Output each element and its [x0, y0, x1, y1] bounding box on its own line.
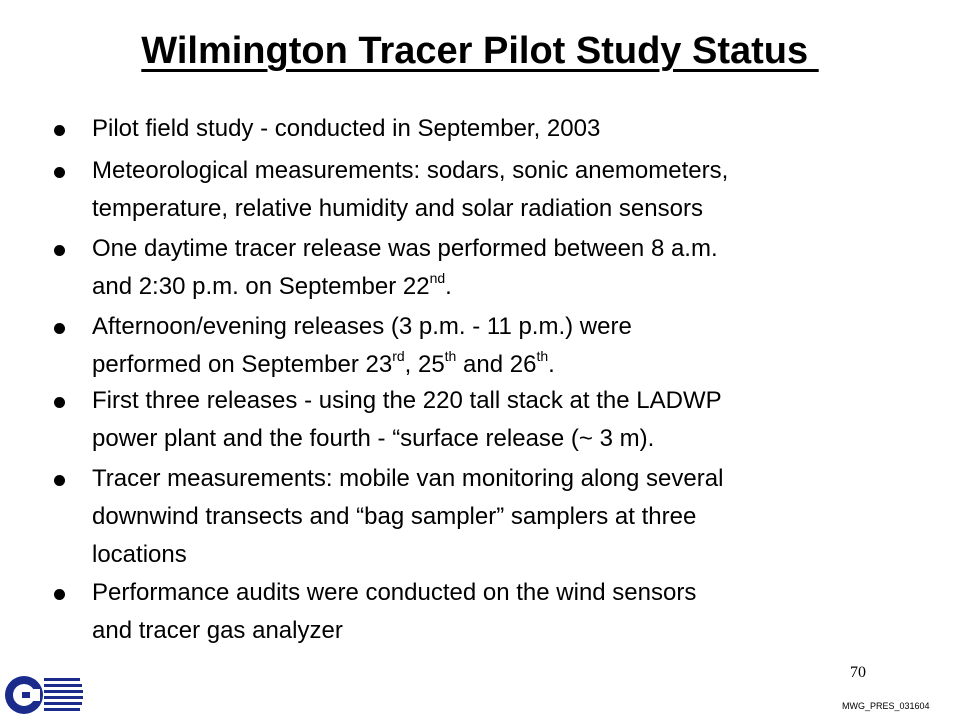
text-span: and 26 [456, 351, 537, 378]
bullet-icon [54, 475, 65, 486]
bullet-line: locations [92, 541, 187, 568]
bullet-line: temperature, relative humidity and solar radiation sensors [92, 195, 703, 222]
superscript: nd [429, 270, 446, 286]
bullet-line: Afternoon/evening releases (3 p.m. - 11 p.m.) were [92, 313, 632, 340]
bullet-icon [54, 589, 65, 600]
bullet-icon [54, 323, 65, 334]
bullet-line: and tracer gas analyzer [92, 617, 343, 644]
bullet-line [92, 268, 952, 306]
bullet-icon [54, 245, 65, 256]
bullet-line: One daytime tracer release was performed between 8 a.m. [92, 235, 718, 262]
bullet-text [92, 574, 952, 650]
text-span: performed on September 23 [92, 351, 393, 378]
bullet-line: Performance audits were conducted on the wind sensors [92, 579, 697, 606]
bullet-line: power plant and the fourth - “surface release (~ 3 m). [92, 425, 655, 452]
superscript: rd [392, 348, 405, 364]
bullet-text [92, 152, 952, 228]
bullet-line: First three releases - using the 220 tall stack at the LADWP [92, 387, 722, 414]
bullet-icon [54, 125, 65, 136]
superscript: th [444, 348, 457, 364]
text-span: , 25 [404, 351, 445, 378]
bullet-text [92, 308, 952, 384]
page-number: 70 [850, 664, 866, 681]
bullet-text [92, 230, 952, 306]
bullet-icon [54, 397, 65, 408]
bullet-text [92, 460, 952, 574]
bullet-line [92, 346, 952, 384]
bullet-line: Pilot field study - conducted in September, 2003 [92, 115, 601, 142]
text-span: . [548, 351, 555, 378]
bullet-text [92, 382, 952, 458]
text-span: . [445, 273, 452, 300]
bullet-icon [54, 167, 65, 178]
bullet-text [92, 110, 952, 148]
bullet-line: Meteorological measurements: sodars, sonic anemometers, [92, 157, 729, 184]
bullet-line: downwind transects and “bag sampler” samplers at three [92, 503, 697, 530]
superscript: th [536, 348, 549, 364]
bullet-line: Tracer measurements: mobile van monitoring along several [92, 465, 724, 492]
footer-document-code: MWG_PRES_031604 [842, 701, 930, 711]
organization-logo-icon [2, 672, 84, 718]
page-title: Wilmington Tracer Pilot Study Status [141, 30, 819, 72]
text-span: and 2:30 p.m. on September 22 [92, 273, 430, 300]
